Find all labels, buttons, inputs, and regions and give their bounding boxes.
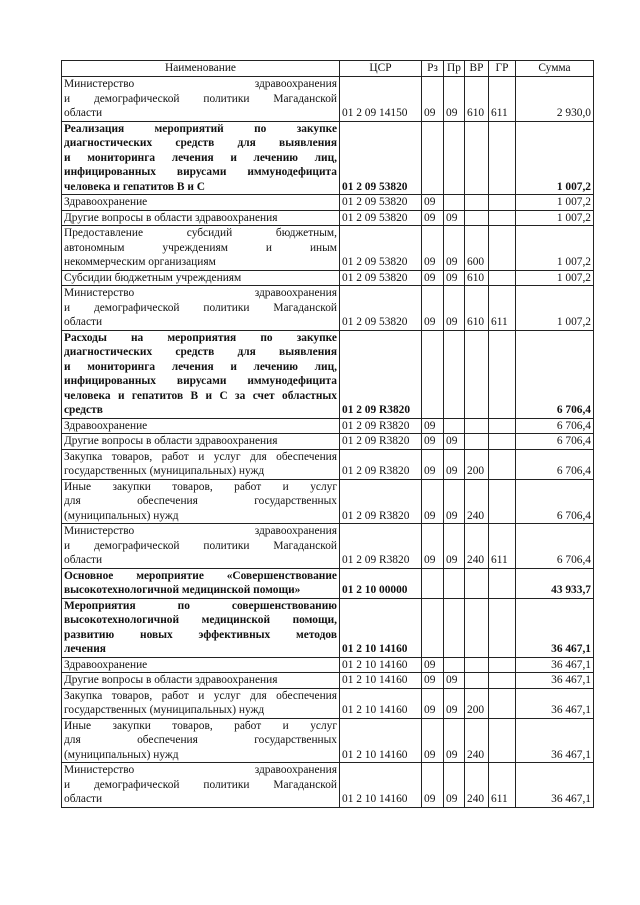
table-row bbox=[62, 77, 594, 122]
row-gr-cell bbox=[489, 434, 516, 450]
row-rz-cell: 09 bbox=[422, 270, 444, 286]
table-row bbox=[62, 449, 594, 479]
row-sum-cell: 1 007,2 bbox=[516, 121, 594, 195]
row-csr-cell: 01 2 09 R3820 bbox=[340, 524, 422, 569]
row-name-cell bbox=[62, 688, 340, 718]
row-sum-cell: 2 930,0 bbox=[516, 77, 594, 122]
table-row bbox=[62, 270, 594, 286]
row-vr-cell: 240 bbox=[465, 479, 489, 524]
row-sum-cell: 6 706,4 bbox=[516, 479, 594, 524]
row-name-line: Закупка товаров, работ и услуг для обеспечения bbox=[64, 689, 337, 702]
row-name-cell bbox=[62, 449, 340, 479]
row-name-line: и демографической политики Магаданской bbox=[64, 778, 337, 791]
row-rz-cell bbox=[422, 330, 444, 418]
row-csr-cell: 01 2 09 R3820 bbox=[340, 418, 422, 434]
header-rz: Рз bbox=[422, 61, 444, 77]
row-pr-cell bbox=[444, 598, 465, 657]
row-gr-cell bbox=[489, 479, 516, 524]
row-name-line: Министерство здравоохранения bbox=[64, 287, 337, 299]
row-name-line: лечения bbox=[64, 643, 106, 655]
row-gr-cell bbox=[489, 718, 516, 763]
row-rz-cell: 09 bbox=[422, 449, 444, 479]
row-sum-cell: 1 007,2 bbox=[516, 286, 594, 331]
table-row bbox=[62, 286, 594, 331]
row-csr-cell: 01 2 09 R3820 bbox=[340, 449, 422, 479]
row-rz-cell: 09 bbox=[422, 763, 444, 808]
row-pr-cell bbox=[444, 657, 465, 673]
header-pr: Пр bbox=[444, 61, 465, 77]
row-pr-cell bbox=[444, 121, 465, 195]
row-name-cell bbox=[62, 418, 340, 434]
row-gr-cell bbox=[489, 270, 516, 286]
row-csr-cell: 01 2 10 14160 bbox=[340, 688, 422, 718]
row-sum-cell: 6 706,4 bbox=[516, 524, 594, 569]
row-pr-cell: 09 bbox=[444, 286, 465, 331]
row-gr-cell bbox=[489, 121, 516, 195]
table-body bbox=[62, 77, 594, 808]
row-rz-cell: 09 bbox=[422, 195, 444, 211]
row-vr-cell: 240 bbox=[465, 718, 489, 763]
row-name-line: Министерство здравоохранения bbox=[64, 78, 337, 90]
row-pr-cell: 09 bbox=[444, 270, 465, 286]
row-name-line: и демографической политики Магаданской bbox=[64, 301, 337, 314]
table-row bbox=[62, 568, 594, 598]
row-vr-cell: 200 bbox=[465, 688, 489, 718]
row-name-line: Основное мероприятие «Совершенствование bbox=[64, 569, 337, 582]
table-row bbox=[62, 330, 594, 418]
row-sum-cell: 36 467,1 bbox=[516, 657, 594, 673]
row-name-cell bbox=[62, 226, 340, 271]
table-row bbox=[62, 418, 594, 434]
row-vr-cell: 610 bbox=[465, 286, 489, 331]
row-csr-cell: 01 2 09 53820 bbox=[340, 195, 422, 211]
row-sum-cell: 1 007,2 bbox=[516, 226, 594, 271]
row-pr-cell: 09 bbox=[444, 688, 465, 718]
row-gr-cell bbox=[489, 673, 516, 689]
row-vr-cell: 600 bbox=[465, 226, 489, 271]
row-sum-cell: 1 007,2 bbox=[516, 270, 594, 286]
row-sum-cell: 36 467,1 bbox=[516, 763, 594, 808]
row-gr-cell bbox=[489, 568, 516, 598]
row-gr-cell bbox=[489, 449, 516, 479]
row-name-cell bbox=[62, 286, 340, 331]
row-name-line: Закупка товаров, работ и услуг для обеспечения bbox=[64, 450, 337, 463]
table-row bbox=[62, 524, 594, 569]
row-gr-cell bbox=[489, 210, 516, 226]
row-name-line: Министерство здравоохранения bbox=[64, 764, 337, 776]
row-name-line: области bbox=[64, 107, 103, 119]
table-row bbox=[62, 121, 594, 195]
row-rz-cell: 09 bbox=[422, 524, 444, 569]
row-csr-cell: 01 2 10 00000 bbox=[340, 568, 422, 598]
row-sum-cell: 1 007,2 bbox=[516, 195, 594, 211]
header-vr: ВР bbox=[465, 61, 489, 77]
row-name-cell bbox=[62, 479, 340, 524]
row-csr-cell: 01 2 09 53820 bbox=[340, 270, 422, 286]
row-csr-cell: 01 2 09 14150 bbox=[340, 77, 422, 122]
row-sum-cell: 6 706,4 bbox=[516, 330, 594, 418]
row-vr-cell bbox=[465, 568, 489, 598]
row-gr-cell bbox=[489, 330, 516, 418]
table-row bbox=[62, 226, 594, 271]
table-row bbox=[62, 195, 594, 211]
row-vr-cell bbox=[465, 330, 489, 418]
row-name-line: Здравоохранение bbox=[64, 658, 148, 671]
row-rz-cell: 09 bbox=[422, 657, 444, 673]
row-name-cell bbox=[62, 673, 340, 689]
row-name-line: Мероприятия по совершенствованию bbox=[64, 599, 337, 612]
row-name-line: автономным учреждениям и иным bbox=[64, 241, 337, 254]
row-name-line: высокотехнологичной медицинской помощи, bbox=[64, 614, 337, 626]
row-name-cell bbox=[62, 568, 340, 598]
row-name-cell bbox=[62, 77, 340, 122]
row-name-line: инфицированных вирусами иммунодефицита bbox=[64, 166, 337, 178]
row-gr-cell bbox=[489, 418, 516, 434]
table-row bbox=[62, 718, 594, 763]
row-csr-cell: 01 2 10 14160 bbox=[340, 763, 422, 808]
row-csr-cell: 01 2 09 R3820 bbox=[340, 479, 422, 524]
row-name-line: диагностических средств для выявления bbox=[64, 137, 337, 149]
row-name-line: развитию новых эффективных методов bbox=[64, 628, 337, 641]
row-name-line: области bbox=[64, 316, 103, 328]
row-pr-cell: 09 bbox=[444, 449, 465, 479]
row-gr-cell: 611 bbox=[489, 763, 516, 808]
row-name-line: человека и гепатитов В и С за счет областных bbox=[64, 389, 337, 402]
table-row bbox=[62, 479, 594, 524]
row-pr-cell: 09 bbox=[444, 673, 465, 689]
row-vr-cell: 610 bbox=[465, 77, 489, 122]
row-rz-cell bbox=[422, 568, 444, 598]
budget-table bbox=[61, 60, 594, 808]
table-row bbox=[62, 673, 594, 689]
header-csr: ЦСР bbox=[340, 61, 422, 77]
row-name-line: Реализация мероприятий по закупке bbox=[64, 122, 337, 135]
row-rz-cell: 09 bbox=[422, 418, 444, 434]
row-pr-cell: 09 bbox=[444, 479, 465, 524]
row-rz-cell: 09 bbox=[422, 673, 444, 689]
table-row bbox=[62, 657, 594, 673]
row-name-cell bbox=[62, 121, 340, 195]
row-name-line: области bbox=[64, 793, 103, 805]
row-gr-cell bbox=[489, 226, 516, 271]
row-rz-cell: 09 bbox=[422, 226, 444, 271]
row-name-line: средств bbox=[64, 404, 103, 416]
budget-table-page bbox=[61, 60, 593, 808]
row-vr-cell bbox=[465, 598, 489, 657]
row-csr-cell: 01 2 09 R3820 bbox=[340, 434, 422, 450]
row-name-line: Субсидии бюджетным учреждениям bbox=[64, 271, 242, 284]
row-rz-cell: 09 bbox=[422, 77, 444, 122]
row-rz-cell: 09 bbox=[422, 479, 444, 524]
row-sum-cell: 36 467,1 bbox=[516, 598, 594, 657]
row-name-line: Министерство здравоохранения bbox=[64, 525, 337, 537]
row-sum-cell: 1 007,2 bbox=[516, 210, 594, 226]
row-pr-cell: 09 bbox=[444, 763, 465, 808]
row-name-line: и демографической политики Магаданской bbox=[64, 539, 337, 552]
row-name-line: области bbox=[64, 554, 103, 566]
row-name-line: и мониторинга лечения и лечению лиц, bbox=[64, 360, 337, 373]
row-vr-cell bbox=[465, 657, 489, 673]
header-sum: Сумма bbox=[516, 61, 594, 77]
row-rz-cell bbox=[422, 598, 444, 657]
row-name-cell bbox=[62, 598, 340, 657]
header-gr: ГР bbox=[489, 61, 516, 77]
row-vr-cell: 240 bbox=[465, 763, 489, 808]
row-pr-cell bbox=[444, 568, 465, 598]
row-csr-cell: 01 2 10 14160 bbox=[340, 718, 422, 763]
row-rz-cell: 09 bbox=[422, 688, 444, 718]
row-pr-cell bbox=[444, 418, 465, 434]
row-name-line: (муниципальных) нужд bbox=[64, 748, 179, 761]
row-vr-cell bbox=[465, 434, 489, 450]
row-name-cell bbox=[62, 763, 340, 808]
row-rz-cell: 09 bbox=[422, 286, 444, 331]
row-csr-cell: 01 2 09 53820 bbox=[340, 210, 422, 226]
row-name-line: государственных (муниципальных) нужд bbox=[64, 465, 265, 477]
table-header-row bbox=[62, 61, 594, 77]
table-row bbox=[62, 763, 594, 808]
row-name-cell bbox=[62, 718, 340, 763]
row-csr-cell: 01 2 09 53820 bbox=[340, 286, 422, 331]
row-vr-cell: 610 bbox=[465, 270, 489, 286]
row-vr-cell bbox=[465, 673, 489, 689]
row-pr-cell: 09 bbox=[444, 434, 465, 450]
table-row bbox=[62, 598, 594, 657]
row-name-cell bbox=[62, 434, 340, 450]
row-vr-cell: 200 bbox=[465, 449, 489, 479]
header-name: Наименование bbox=[62, 61, 340, 77]
row-name-line: высокотехнологичной медицинской помощи» bbox=[64, 584, 301, 596]
row-sum-cell: 43 933,7 bbox=[516, 568, 594, 598]
row-pr-cell: 09 bbox=[444, 77, 465, 122]
row-name-cell bbox=[62, 195, 340, 211]
row-gr-cell bbox=[489, 657, 516, 673]
row-csr-cell: 01 2 09 53820 bbox=[340, 226, 422, 271]
row-name-line: и мониторинга лечения и лечению лиц, bbox=[64, 151, 337, 164]
table-row bbox=[62, 210, 594, 226]
row-sum-cell: 36 467,1 bbox=[516, 673, 594, 689]
row-name-line: Иные закупки товаров, работ и услуг bbox=[64, 480, 337, 493]
row-name-cell bbox=[62, 524, 340, 569]
row-rz-cell: 09 bbox=[422, 434, 444, 450]
table-row bbox=[62, 688, 594, 718]
row-name-cell bbox=[62, 210, 340, 226]
row-csr-cell: 01 2 10 14160 bbox=[340, 598, 422, 657]
row-rz-cell: 09 bbox=[422, 718, 444, 763]
row-gr-cell bbox=[489, 688, 516, 718]
row-pr-cell: 09 bbox=[444, 524, 465, 569]
row-gr-cell: 611 bbox=[489, 77, 516, 122]
row-name-line: человека и гепатитов В и С bbox=[64, 180, 205, 193]
row-sum-cell: 6 706,4 bbox=[516, 434, 594, 450]
row-vr-cell bbox=[465, 418, 489, 434]
row-vr-cell bbox=[465, 210, 489, 226]
row-name-line: Здравоохранение bbox=[64, 196, 148, 208]
row-vr-cell bbox=[465, 195, 489, 211]
row-vr-cell: 240 bbox=[465, 524, 489, 569]
row-name-line: государственных (муниципальных) нужд bbox=[64, 704, 265, 716]
row-pr-cell bbox=[444, 195, 465, 211]
row-name-line: (муниципальных) нужд bbox=[64, 509, 179, 522]
table-row bbox=[62, 434, 594, 450]
row-name-line: Расходы на мероприятия по закупке bbox=[64, 331, 337, 344]
row-name-line: Другие вопросы в области здравоохранения bbox=[64, 435, 278, 447]
row-gr-cell: 611 bbox=[489, 286, 516, 331]
row-gr-cell: 611 bbox=[489, 524, 516, 569]
row-csr-cell: 01 2 09 R3820 bbox=[340, 330, 422, 418]
row-rz-cell: 09 bbox=[422, 210, 444, 226]
row-name-line: Другие вопросы в области здравоохранения bbox=[64, 674, 278, 686]
row-name-line: Иные закупки товаров, работ и услуг bbox=[64, 719, 337, 732]
row-name-line: Другие вопросы в области здравоохранения bbox=[64, 211, 278, 224]
row-sum-cell: 6 706,4 bbox=[516, 449, 594, 479]
row-gr-cell bbox=[489, 195, 516, 211]
row-pr-cell: 09 bbox=[444, 226, 465, 271]
row-rz-cell bbox=[422, 121, 444, 195]
row-vr-cell bbox=[465, 121, 489, 195]
row-sum-cell: 36 467,1 bbox=[516, 688, 594, 718]
row-pr-cell: 09 bbox=[444, 210, 465, 226]
row-csr-cell: 01 2 10 14160 bbox=[340, 673, 422, 689]
row-sum-cell: 6 706,4 bbox=[516, 418, 594, 434]
row-name-line: для обеспечения государственных bbox=[64, 734, 337, 746]
row-pr-cell bbox=[444, 330, 465, 418]
row-name-line: для обеспечения государственных bbox=[64, 495, 337, 507]
row-name-cell bbox=[62, 270, 340, 286]
row-pr-cell: 09 bbox=[444, 718, 465, 763]
row-csr-cell: 01 2 10 14160 bbox=[340, 657, 422, 673]
row-name-line: инфицированных вирусами иммунодефицита bbox=[64, 375, 337, 387]
row-name-line: и демографической политики Магаданской bbox=[64, 92, 337, 105]
row-name-line: Здравоохранение bbox=[64, 419, 148, 432]
row-csr-cell: 01 2 09 53820 bbox=[340, 121, 422, 195]
row-name-line: некоммерческим организациям bbox=[64, 256, 216, 268]
row-name-cell bbox=[62, 657, 340, 673]
row-name-line: Предоставление субсидий бюджетным, bbox=[64, 227, 337, 239]
row-name-line: диагностических средств для выявления bbox=[64, 346, 337, 358]
row-sum-cell: 36 467,1 bbox=[516, 718, 594, 763]
row-name-cell bbox=[62, 330, 340, 418]
row-gr-cell bbox=[489, 598, 516, 657]
